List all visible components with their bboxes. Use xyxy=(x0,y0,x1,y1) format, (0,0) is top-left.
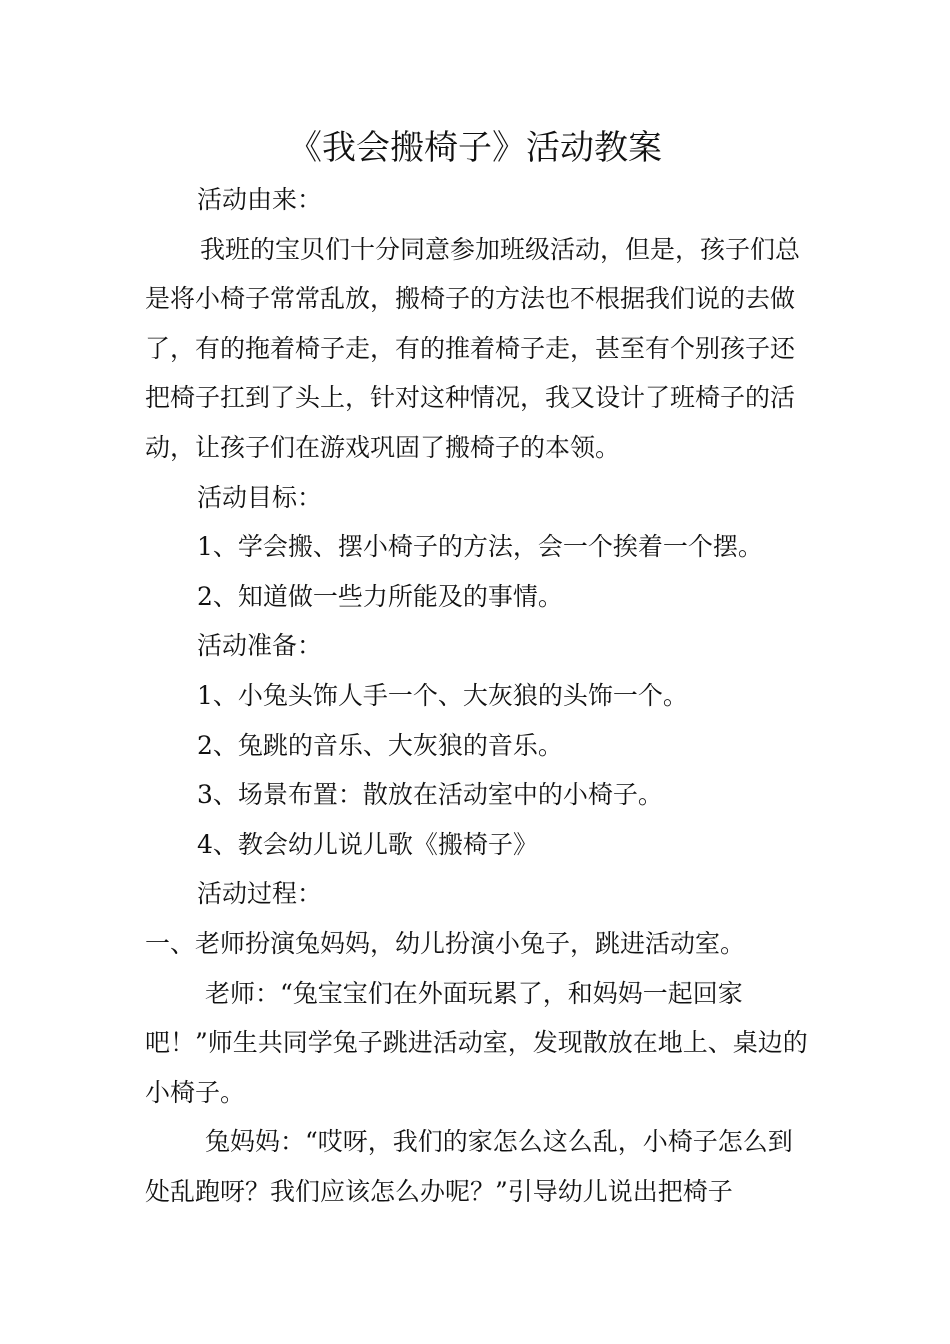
preparation-item-1: 1、小兔头饰人手一个、大灰狼的头饰一个。 xyxy=(197,680,688,710)
process-step-1: 一、老师扮演兔妈妈，幼儿扮演小兔子，跳进活动室。 xyxy=(145,928,746,958)
goal-item-1: 1、学会搬、摆小椅子的方法，会一个挨着一个摆。 xyxy=(197,532,763,562)
section-heading-process: 活动过程： xyxy=(197,879,323,909)
preparation-item-4: 4、教会幼儿说儿歌《搬椅子》 xyxy=(197,829,538,859)
preparation-item-3: 3、场景布置：散放在活动室中的小椅子。 xyxy=(197,780,663,810)
goal-item-2: 2、知道做一些力所能及的事情。 xyxy=(197,581,563,611)
paragraph-origin: 我班的宝贝们十分同意参加班级活动，但是，孩子们总是将小椅子常常乱放，搬椅子的方法也不根据我们说的去做了，有的拖着椅子走，有的推着椅子走，甚至有个别孩子还把椅子扛到了头上，针对这种情况，我又设计了班椅子的活动，让孩子们在游戏巩固了搬椅子的本领。 xyxy=(145,234,801,462)
process-paragraph-teacher: 老师：“兔宝宝们在外面玩累了，和妈妈一起回家吧！”师生共同学兔子跳进活动室，发现散放在地上、桌边的小椅子。 xyxy=(145,978,808,1107)
section-heading-goals: 活动目标： xyxy=(197,482,323,512)
preparation-item-2: 2、兔跳的音乐、大灰狼的音乐。 xyxy=(197,730,563,760)
process-paragraph-rabbit-mother: 兔妈妈：“哎呀，我们的家怎么这么乱，小椅子怎么到处乱跑呀？我们应该怎么办呢？”引导幼儿说出把椅子 xyxy=(145,1127,793,1206)
document-body xyxy=(145,175,810,1216)
document-title: 《我会搬椅子》活动教案 xyxy=(288,128,662,168)
section-heading-preparation: 活动准备： xyxy=(197,631,323,661)
section-heading-origin: 活动由来： xyxy=(197,185,323,214)
